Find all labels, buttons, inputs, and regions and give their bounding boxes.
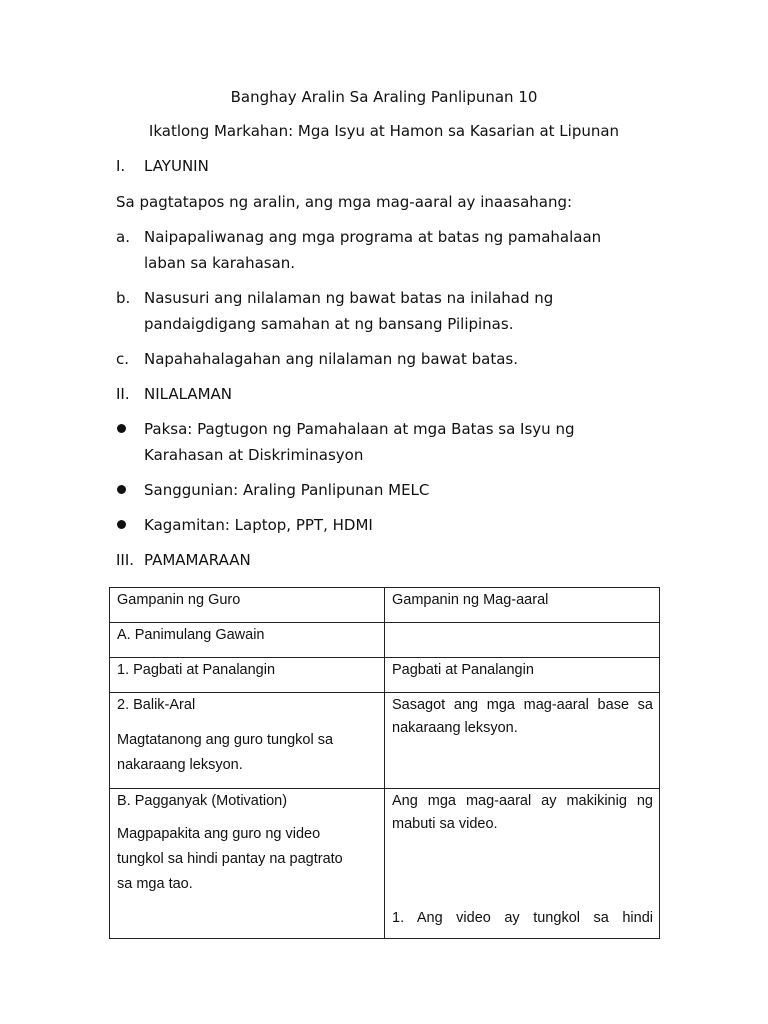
table-cell-pagbati-mag-aaral: Pagbati at Panalangin <box>385 658 660 693</box>
pagganyak-guro-line1: Magpapakita ang guro ng video <box>117 826 321 842</box>
table-cell-pagganyak-guro <box>110 789 385 939</box>
objectives-intro: Sa pagtatapos ng aralin, ang mga mag-aaral ay inaasahang: <box>116 193 573 211</box>
pagganyak-mag-aaral-line1: Ang mga mag-aaral ay makikinig ng <box>392 793 653 809</box>
content-bullet-paksa-line1: Paksa: Pagtugon ng Pamahalaan at mga Batas sa Isyu ng <box>144 420 575 438</box>
objective-a-line2: laban sa karahasan. <box>144 254 296 272</box>
section-heading-nilalaman: NILALAMAN <box>144 385 232 403</box>
section-number-2: II. <box>116 385 130 403</box>
table-cell-empty <box>385 623 660 658</box>
table-row <box>110 658 660 693</box>
bullet-icon <box>117 424 126 433</box>
table-cell-balik-aral-guro <box>110 693 385 789</box>
pagganyak-guro-line3: sa mga tao. <box>117 876 193 892</box>
objective-b-line2: pandaigdigang samahan at ng bansang Pilipinas. <box>144 315 514 333</box>
section-number-3: III. <box>116 551 135 569</box>
section-heading-layunin: LAYUNIN <box>144 157 209 175</box>
document-title: Banghay Aralin Sa Araling Panlipunan 10 <box>230 88 538 106</box>
table-header-mag-aaral: Gampanin ng Mag-aaral <box>385 588 660 623</box>
objective-a-line1: Naipapaliwanag ang mga programa at batas ng pamahalaan <box>144 228 602 246</box>
bullet-icon <box>117 485 126 494</box>
content-bullet-sanggunian: Sanggunian: Araling Panlipunan MELC <box>144 481 430 499</box>
balik-aral-mag-aaral-line1: Sasagot ang mga mag-aaral base sa <box>392 697 653 713</box>
table-header-guro: Gampanin ng Guro <box>110 588 385 623</box>
table-cell-panimulang-gawain: A. Panimulang Gawain <box>110 623 385 658</box>
balik-aral-guro-line2: nakaraang leksyon. <box>117 757 243 773</box>
document-subtitle: Ikatlong Markahan: Mga Isyu at Hamon sa Kasarian at Lipunan <box>148 122 620 140</box>
pagganyak-title: B. Pagganyak (Motivation) <box>117 793 288 809</box>
balik-aral-title: 2. Balik-Aral <box>117 697 196 713</box>
balik-aral-mag-aaral-line2: nakaraang leksyon. <box>392 720 518 736</box>
table-cell-balik-aral-mag-aaral <box>385 693 660 789</box>
pagganyak-mag-aaral-line3: 1. Ang video ay tungkol sa hindi <box>392 910 653 926</box>
objective-c-line1: Napahahalagahan ang nilalaman ng bawat batas. <box>144 350 519 368</box>
pagganyak-guro-line2: tungkol sa hindi pantay na pagtrato <box>117 851 343 867</box>
section-heading-pamamaraan: PAMAMARAAN <box>144 551 251 569</box>
balik-aral-guro-line1: Magtatanong ang guro tungkol sa <box>117 732 334 748</box>
objective-marker-b: b. <box>116 289 131 307</box>
bullet-icon <box>117 520 126 529</box>
table-cell-pagganyak-mag-aaral <box>385 789 660 939</box>
table-cell-pagbati-guro: 1. Pagbati at Panalangin <box>110 658 385 693</box>
table-row <box>110 623 660 658</box>
procedure-table <box>109 587 660 939</box>
content-bullet-paksa-line2: Karahasan at Diskriminasyon <box>144 446 364 464</box>
objective-marker-c: c. <box>116 350 130 368</box>
table-row <box>110 789 660 939</box>
objective-marker-a: a. <box>116 228 130 246</box>
section-number-1: I. <box>116 157 126 175</box>
pagganyak-mag-aaral-line2: mabuti sa video. <box>392 816 498 832</box>
content-bullet-kagamitan: Kagamitan: Laptop, PPT, HDMI <box>144 516 373 534</box>
table-row <box>110 693 660 789</box>
objective-b-line1: Nasusuri ang nilalaman ng bawat batas na inilahad ng <box>144 289 554 307</box>
table-header-row <box>110 588 660 623</box>
